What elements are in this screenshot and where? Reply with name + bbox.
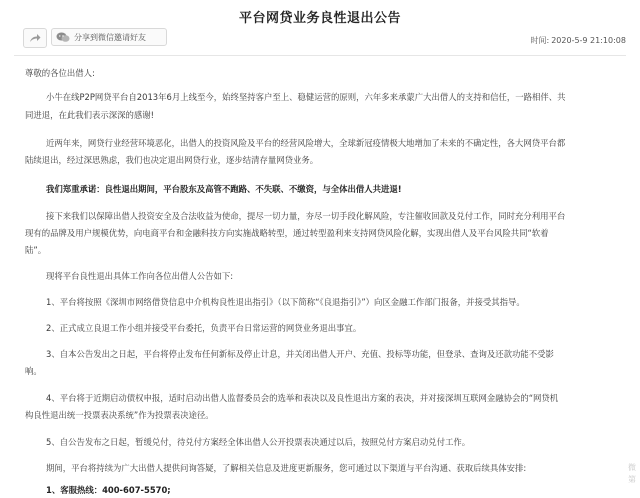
publish-time <box>531 35 627 46</box>
list-item: 3、自本公告发出之日起，平台将停止发布任何新标及停止计息，并关闭出借人开户、充值、投标等功能，但登录、查询及还款功能不受影 <box>46 349 554 359</box>
list-item: 2、正式成立良退工作小组并接受平台委托，负责平台日常运营的网贷业务退出事宜。 <box>46 323 362 333</box>
page-title: 平台网贷业务良性退出公告 <box>238 11 401 26</box>
list-item: 构良性退出统一投票表决系统”作为投票表决途径。 <box>25 410 214 420</box>
wechat-icon <box>56 32 70 43</box>
announcement-intro: 现将平台良性退出具体工作向各位出借人公告如下: <box>46 271 234 281</box>
customer-hotline: 1、客服热线：400-607-5570; <box>46 485 171 495</box>
greeting: 尊敬的各位出借人: <box>25 68 95 78</box>
commitment-statement: 我们郑重承诺：良性退出期间，平台股东及高管不跑路、不失联、不缴资，与全体出借人共进退! <box>46 184 402 194</box>
watermark-line: 第 <box>628 475 636 484</box>
paragraph-background-line: 近两年来，网贷行业经营环境恶化，出借人的投资风险及平台的经营风险增大，全球新冠疫情极大地增加了未来的不确定性，各大网贷平台都 <box>46 138 566 148</box>
wechat-share-label: 分享到微信邀请好友 <box>74 32 146 42</box>
share-icon <box>29 33 41 43</box>
watermark-line: 微 <box>628 463 636 472</box>
share-button[interactable] <box>23 28 47 48</box>
paragraph-intro-line: 小牛在线P2P网贷平台自2013年6月上线至今，始终坚持客户至上、稳健运营的原则，六年多来承蒙广大出借人的支持和信任，一路相伴、共 <box>46 92 566 102</box>
list-item: 响。 <box>25 366 42 376</box>
time-label: 时间: <box>530 36 550 45</box>
watermark <box>628 462 636 486</box>
list-item: 1、平台将按照《深圳市网络借贷信息中介机构良性退出指引》（以下简称“《良退指引》”）向区金融工作部门报备，并接受其指导。 <box>46 297 525 307</box>
paragraph-plan-line: 接下来我们以保障出借人投资安全及合法收益为使命，提尽一切力量，夯尽一切手段化解风险，专注催收回款及兑付工作，同时充分利用平台 <box>46 211 566 221</box>
paragraph-intro-line: 同进退，在此我们表示深深的感谢! <box>25 110 154 120</box>
paragraph-plan-line: 陆”。 <box>25 245 47 255</box>
service-period-note: 期间，平台将持续为广大出借人提供问询答疑，了解相关信息及进度更新服务，您可通过以下渠道与平台沟通、获取后续具体安排: <box>46 463 527 473</box>
header-divider <box>14 55 626 56</box>
paragraph-background-line: 陆续退出，经过深思熟虑，我们也决定退出网贷行业，逐步结清存量网贷业务。 <box>25 155 319 165</box>
paragraph-plan-line: 现有的品牌及用户规模优势，向电商平台和金融科技方向实施战略转型，通过转型盈利来支持网贷风险化解，实现出借人及平台风险共同“软着 <box>25 228 549 238</box>
list-item: 4、平台将于近期启动债权申报，适时启动出借人监督委员会的选举和表决以及良性退出方案的表决，并对接深圳互联网金融协会的“网贷机 <box>46 393 559 403</box>
wechat-share-button[interactable] <box>51 28 167 46</box>
list-item: 5、自公告发布之日起，暂缓兑付，待兑付方案经全体出借人公开投票表决通过以后，按照兑付方案启动兑付工作。 <box>46 437 471 447</box>
time-value: 2020-5-9 21:10:08 <box>551 36 626 45</box>
